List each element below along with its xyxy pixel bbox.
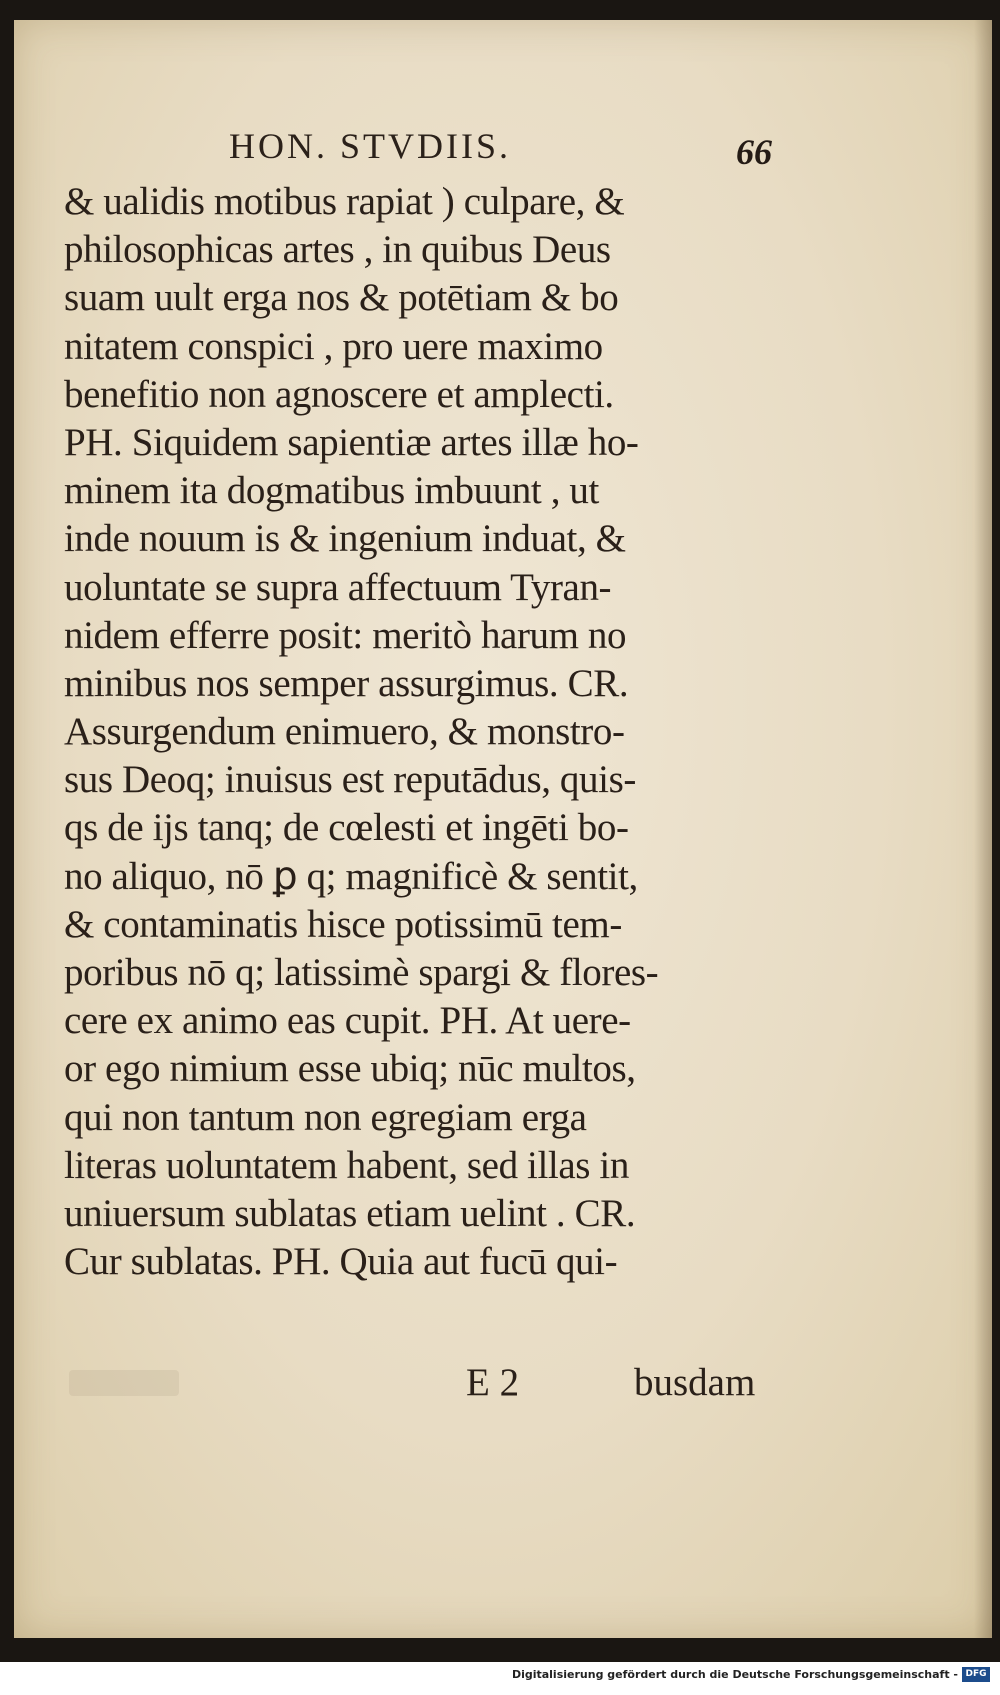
running-head (14, 125, 992, 185)
text-line: benefitio non agnoscere et amplecti. (64, 372, 614, 416)
text-line: & ualidis motibus rapiat ) culpare, & (64, 180, 625, 223)
text-line: literas uoluntatem habent, sed illas in (64, 1143, 629, 1187)
text-line: or ego nimium esse ubiq; nūc multos, (64, 1047, 636, 1091)
text-line: PH. Siquidem sapientiæ artes illæ ho- (64, 420, 639, 464)
running-title: HON. STVDIIS. (229, 126, 511, 166)
text-line: qui non tantum non egregiam erga (64, 1095, 587, 1139)
direction-line (14, 1360, 992, 1410)
text-line: Assurgendum enimuero, & monstro- (64, 710, 625, 754)
dfg-logo-icon: DFG (962, 1667, 990, 1682)
text-line: nitatem conspici , pro uere maximo (64, 324, 603, 368)
text-line: nidem efferre posit: meritò harum no (64, 613, 627, 657)
text-line: uoluntate se supra affectuum Tyran- (64, 565, 612, 609)
digitization-credit-bar (0, 1662, 1000, 1695)
text-line: no aliquo, nō ꝑ q; magnificè & sentit, (64, 854, 638, 898)
text-line: qs de ijs tanq; de cœlesti et ingēti bo- (64, 806, 629, 850)
text-line: minem ita dogmatibus imbuunt , ut (64, 469, 599, 513)
text-line: suam uult erga nos & potētiam & bo (64, 276, 619, 320)
text-line: inde nouum is & ingenium induat, & (64, 517, 626, 561)
credit-text: Digitalisierung gefördert durch die Deutsche Forschungsgemeinschaft - (511, 1668, 958, 1681)
text-line: minibus nos semper assurgimus. CR. (64, 661, 629, 705)
text-line: philosophicas artes , in quibus Deus (64, 228, 611, 272)
book-page (14, 20, 992, 1638)
page-number: 66 (736, 132, 772, 172)
text-block (64, 178, 824, 1286)
signature-mark: E 2 (466, 1361, 520, 1404)
text-line: cere ex animo eas cupit. PH. At uere- (64, 999, 631, 1043)
text-line: & contaminatis hisce potissimū tem- (64, 902, 622, 946)
text-line: uniuersum sublatas etiam uelint . CR. (64, 1191, 636, 1235)
text-line: sus Deoq; inuisus est reputādus, quis- (64, 758, 636, 802)
text-line: poribus nō q; latissimè spargi & flores- (64, 951, 659, 994)
catchword: busdam (634, 1361, 756, 1404)
text-line: Cur sublatas. PH. Quia aut fucū qui- (64, 1240, 618, 1284)
